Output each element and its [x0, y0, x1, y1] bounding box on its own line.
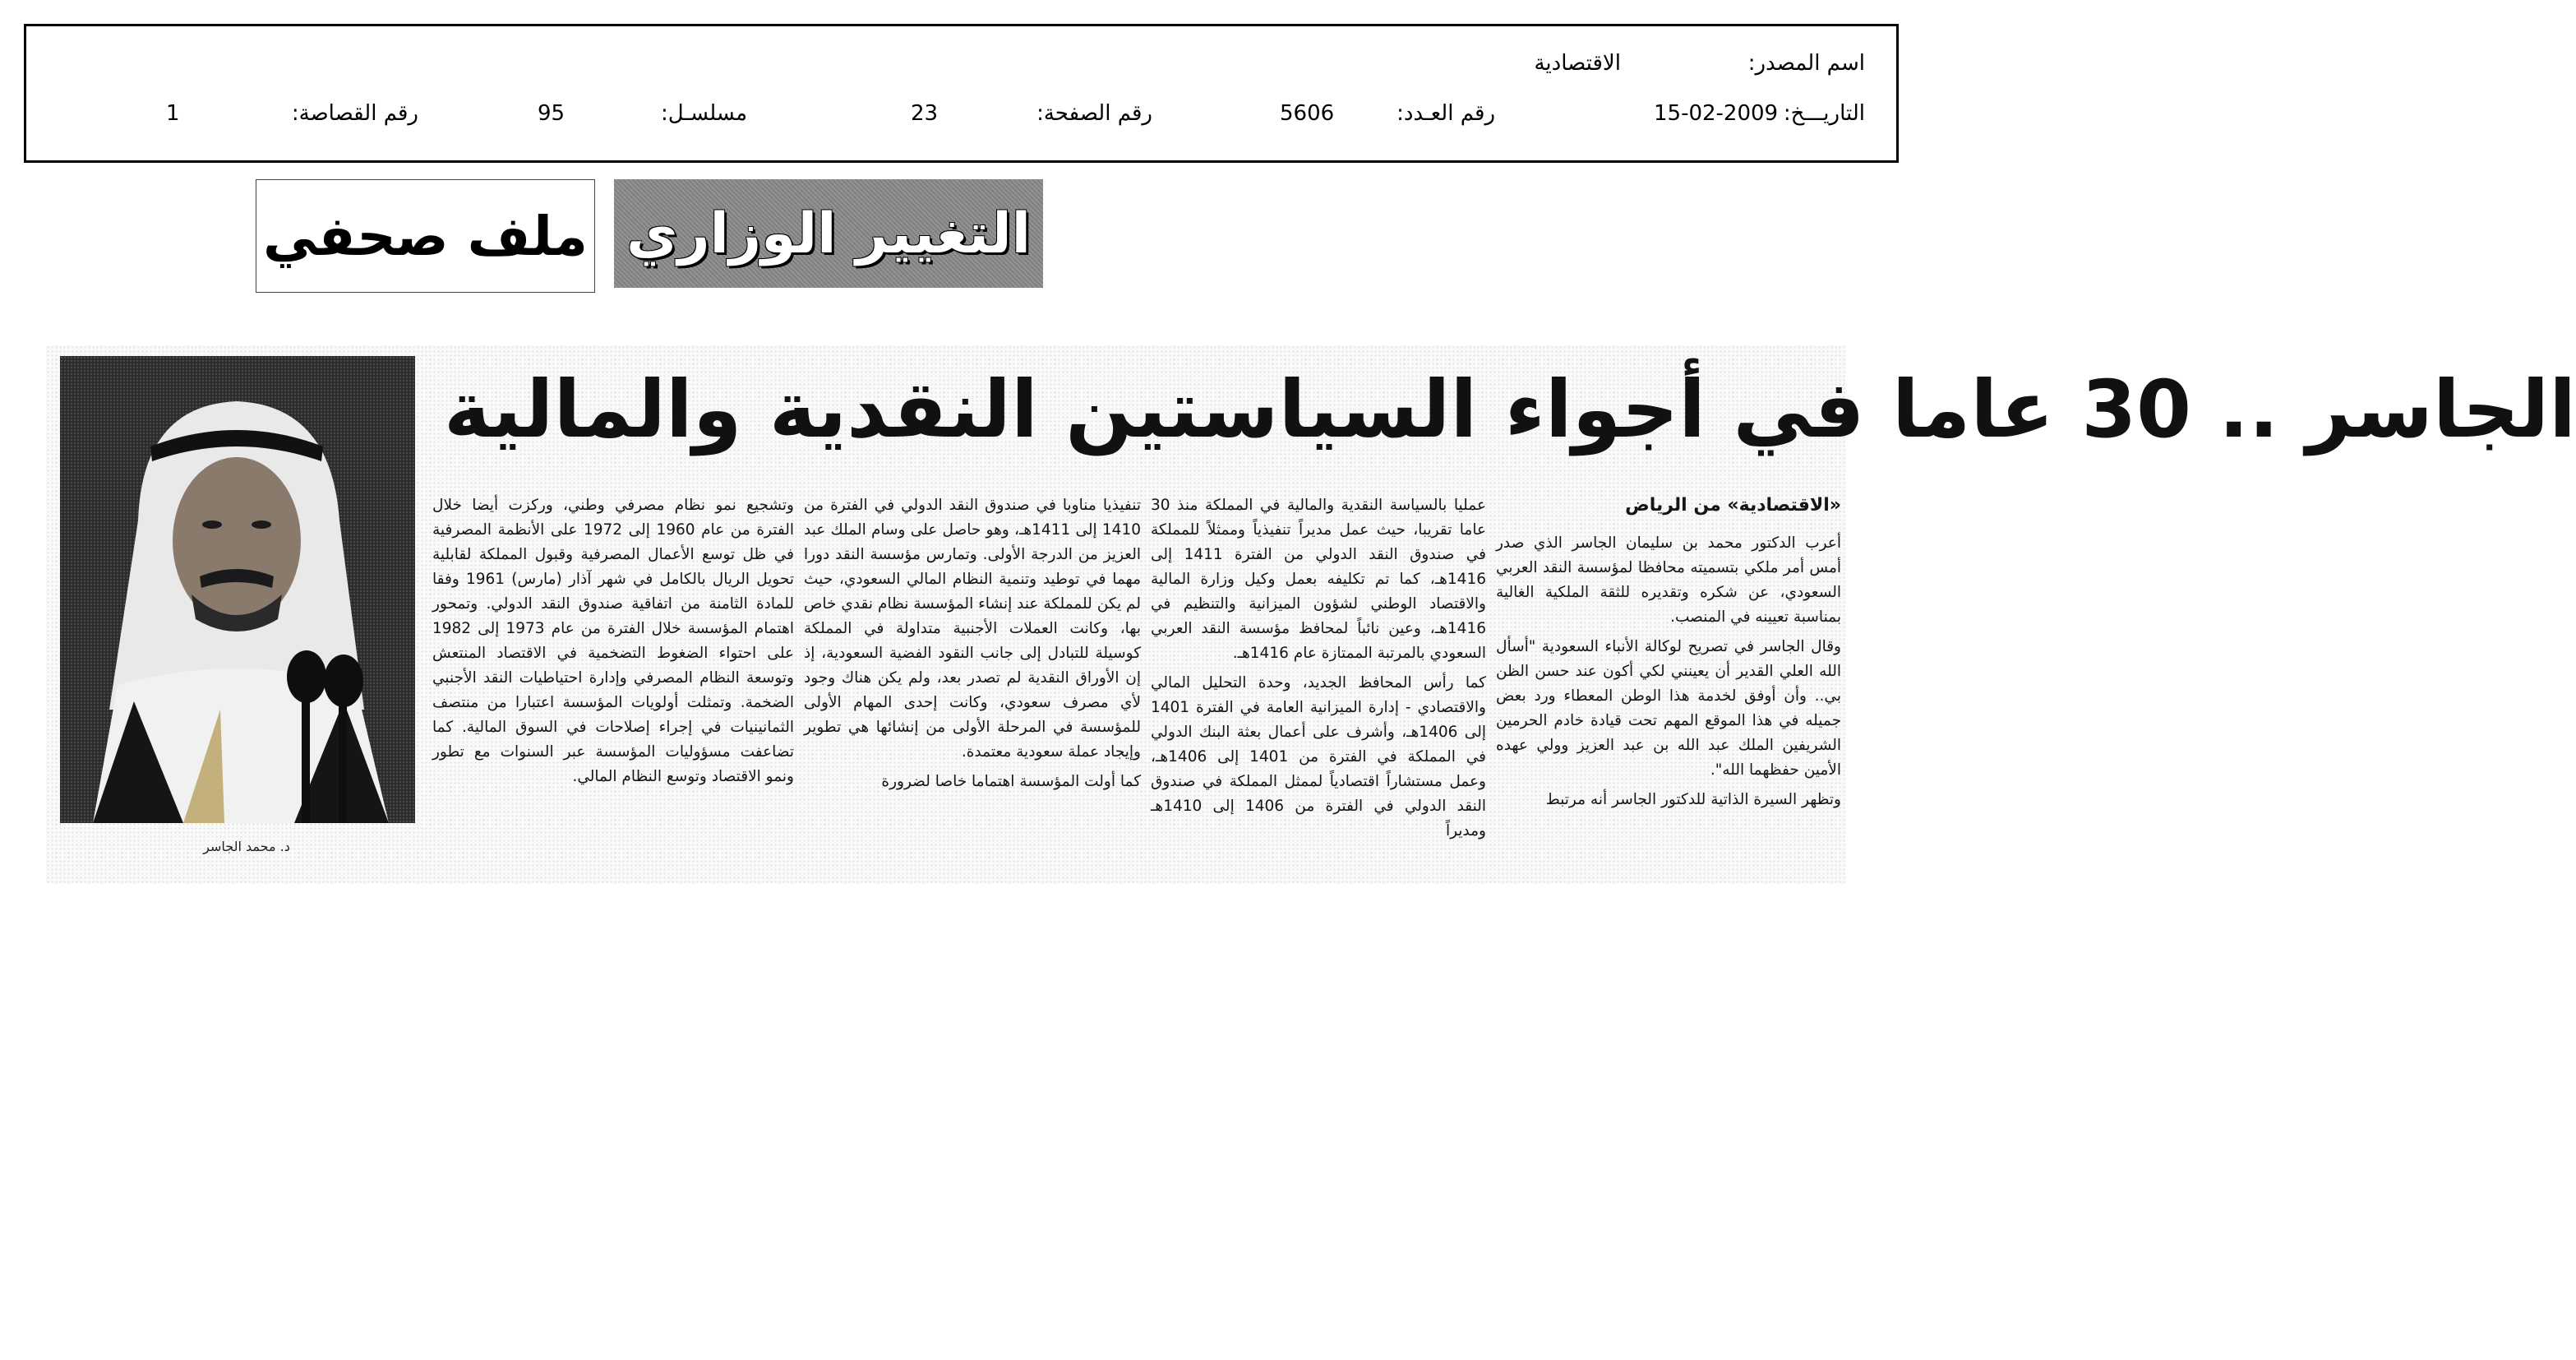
article-byline: «الاقتصادية» من الرياض: [1625, 495, 1841, 516]
page-label: رقم الصفحة:: [1036, 101, 1152, 126]
serial-label: مسلسـل:: [661, 101, 747, 126]
section-banner-title: التغيير الوزاري: [626, 201, 1031, 266]
photo-caption: د. محمد الجاسر: [203, 839, 290, 854]
portrait-illustration: [60, 356, 415, 823]
page-value: 23: [911, 101, 939, 126]
article-headline: الجاسر .. 30 عاما في أجواء السياستين النقدية والمالية: [444, 363, 2576, 456]
issue-label: رقم العـدد:: [1396, 101, 1495, 126]
article-column-4: [432, 493, 794, 863]
column-2-paragraph: عمليا بالسياسة النقدية والمالية في المملكة منذ 30 عاما تقريبا، حيث عمل مديراً تنفيذياً وممثلاً للمملكة في صندوق النقد الدولي من الفترة 1411 إلى 1416هـ، كما تم تكليفه بعمل وكيل وزارة المالية والاقتصاد الوطني لشؤون الميزانية والتنظيم في 1416هـ، وعين نائباً لمحافظ مؤسسة النقد العربي السعودي بالمرتبة الممتازة عام 1416هـ.: [1151, 497, 1486, 662]
column-1-paragraph: أعرب الدكتور محمد بن سليمان الجاسر الذي صدر أمس أمر ملكي بتسميته محافظا لمؤسسة النقد العربي السعودي، عن شكره وتقديره للثقة الملكية الغالية بمناسبة تعيينه في المنصب.: [1496, 534, 1841, 626]
source-value: الاقتصادية: [1534, 51, 1621, 76]
press-file-banner: [256, 179, 595, 293]
left-eye: [202, 520, 222, 529]
column-1-paragraph: وتظهر السيرة الذاتية للدكتور الجاسر أنه مرتبط: [1545, 791, 1841, 808]
article-column-1: [1496, 493, 1841, 863]
source-label: اسم المصدر:: [1747, 51, 1865, 76]
section-banner: [614, 179, 1043, 288]
clip-number-value: 1: [166, 101, 180, 126]
header-box: [24, 24, 1899, 163]
serial-value: 95: [538, 101, 566, 126]
article-column-3: [804, 493, 1141, 863]
article-column-2: [1151, 493, 1486, 863]
date-value: 15-02-2009: [1654, 101, 1779, 126]
face: [173, 457, 301, 625]
press-file-title: ملف صحفي: [262, 204, 588, 268]
clip-number-label: رقم القصاصة:: [291, 101, 418, 126]
column-1-paragraph: وقال الجاسر في تصريح لوكالة الأنباء السعودية "أسأل الله العلي القدير أن يعينني لكي أكون عند حسن الظن بي.. وأن أوفق لخدمة هذا الوطن المعطاء ورد بعض جميله في هذا الموقع المهم تحت قيادة خادم الحرمين الشريفين الملك عبد الله بن عبد العزيز وولي عهده الأمين حفظهما الله".: [1496, 638, 1841, 779]
column-2-paragraph: كما رأس المحافظ الجديد، وحدة التحليل المالي والاقتصادي - إدارة الميزانية العامة في الفترة 1401 إلى 1406هـ، وأشرف على أعمال بعثة البنك الدولي في المملكة في الفترة من 1401 إلى 1406هـ، وعمل مستشاراً اقتصادياً لممثل المملكة في صندوق النقد الدولي في الفترة من 1406 إلى 1410هـ ومديراً: [1151, 674, 1487, 840]
date-label: التاريـــخ:: [1783, 101, 1865, 126]
right-eye: [252, 520, 271, 529]
column-4-paragraph: وتشجيع نمو نظام مصرفي وطني، وركزت أيضا خلال الفترة من عام 1960 إلى 1972 على الأنظمة المصرفية في ظل توسع الأعمال المصرفية وقبول المملكة لقابلية تحويل الريال بالكامل في شهر آذار (مارس) 1961 وفقا للمادة الثامنة من اتفاقية صندوق النقد الدولي. وتمحور اهتمام المؤسسة خلال الفترة من عام 1973 إلى 1982 على احتواء الضغوط التضخمية في الاقتصاد المنتعش وتوسعة النظام المصرفي وإدارة احتياطيات النقد الأجنبي الضخمة. وتمثلت أولويات المؤسسة اعتبارا من منتصف الثمانينيات في إجراء إصلاحات في السوق المالية. كما تضاعفت مسؤوليات المؤسسة عبر السنوات مع تطور ونمو الاقتصاد وتوسع النظام المالي.: [432, 497, 795, 785]
column-3-paragraph: تنفيذيا مناوبا في صندوق النقد الدولي في الفترة من 1410 إلى 1411هـ، وهو حاصل على وسام الملك عبد العزيز من الدرجة الأولى. وتمارس مؤسسة النقد دورا مهما في توطيد وتنمية النظام المالي السعودي، حيث لم يكن للمملكة عند إنشاء المؤسسة نظام نقدي خاص بها، وكانت العملات الأجنبية متداولة في المملكة كوسيلة للتبادل إلى جانب النقود الفضية السعودية، إذ إن الأوراق النقدية لم تصدر بعد، ولم يكن هناك وجود لأي مصرف سعودي، وكانت إحدى المهام الأولى للمؤسسة في المرحلة الأولى من إنشائها هي تطوير وإيجاد عملة سعودية معتمدة.: [804, 497, 1141, 761]
portrait-photo: [60, 356, 415, 823]
column-3-paragraph: كما أولت المؤسسة اهتماما خاصا لضرورة: [881, 773, 1141, 790]
issue-value: 5606: [1280, 101, 1335, 126]
